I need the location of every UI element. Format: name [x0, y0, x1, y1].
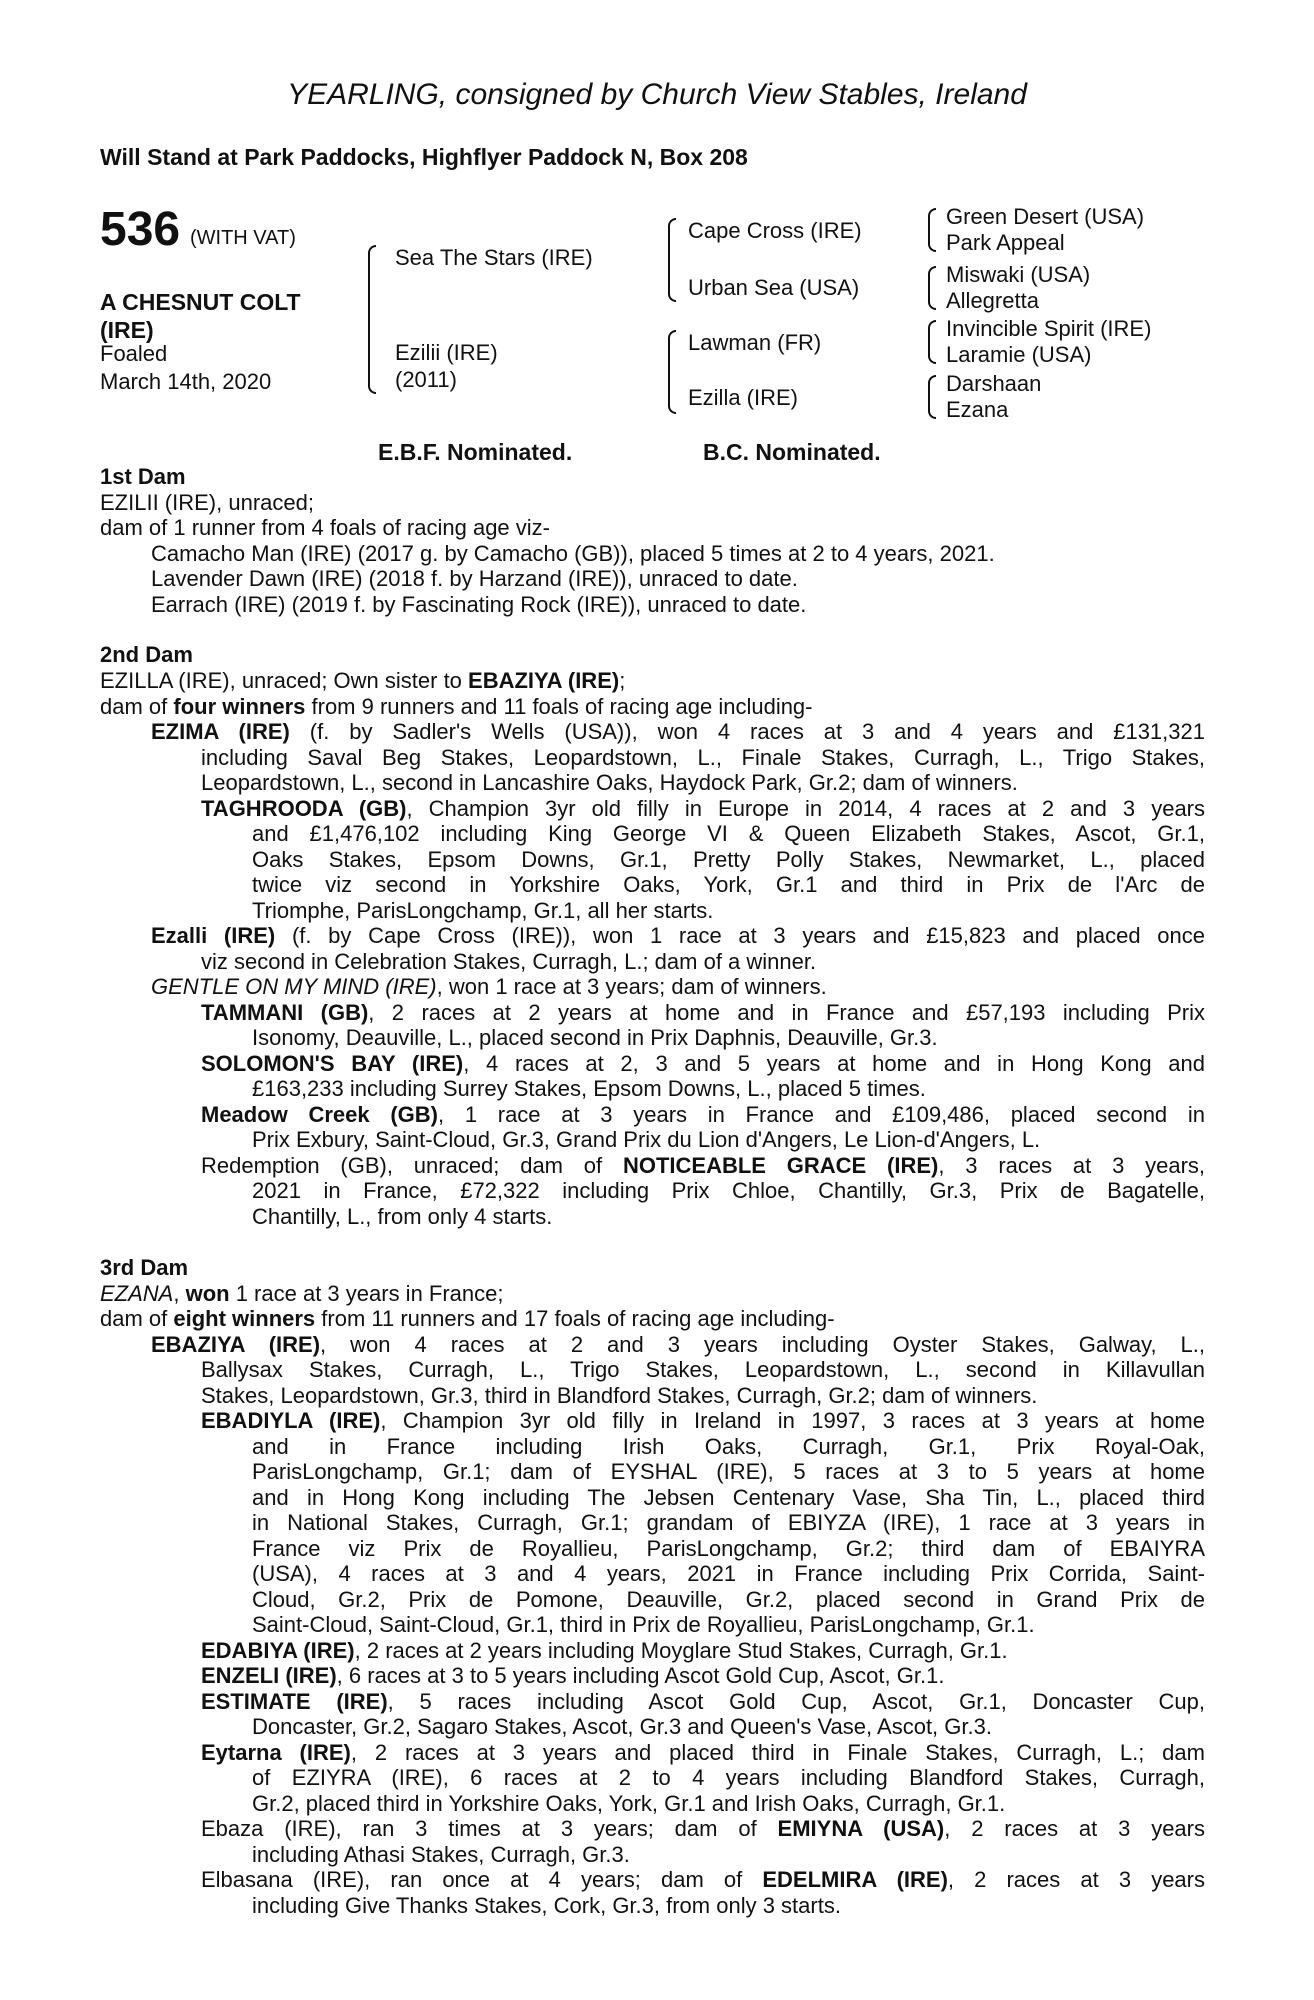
- grand-dam-3: Laramie (USA): [946, 342, 1092, 367]
- ebf-nominated: E.B.F. Nominated.: [378, 439, 573, 465]
- grand-dam-1: Park Appeal: [946, 230, 1065, 255]
- third-dam-line: EBAZIYA (IRE), won 4 races at 2 and 3 years including Oyster Stakes, Galway, L.,: [151, 1332, 1205, 1357]
- second-dam-line: EZIMA (IRE) (f. by Sadler's Wells (USA)), won 4 races at 3 and 4 years and £131,321: [151, 719, 1205, 744]
- second-dam-line: Meadow Creek (GB), 1 race at 3 years in France and £109,486, placed second in: [201, 1102, 1205, 1127]
- second-dam-line: Isonomy, Deauville, L., placed second in Prix Daphnis, Deauville, Gr.3.: [252, 1025, 938, 1050]
- stand-location: Will Stand at Park Paddocks, Highflyer Paddock N, Box 208: [100, 144, 748, 170]
- sire-brace: [668, 218, 676, 302]
- first-dam-line: Camacho Man (IRE) (2017 g. by Camacho (GB)), placed 5 times at 2 to 4 years, 2021.: [151, 541, 995, 566]
- second-dam-line: Redemption (GB), unraced; dam of NOTICEABLE GRACE (IRE), 3 races at 3 years,: [201, 1153, 1206, 1178]
- dam-sire: Lawman (FR): [688, 330, 822, 355]
- second-dam-line: TAMMANI (GB), 2 races at 2 years at home and in France and £57,193 including Prix: [201, 1000, 1206, 1025]
- dam-brace: [668, 330, 676, 414]
- third-dam-line: Doncaster, Gr.2, Sagaro Stakes, Ascot, Gr.3 and Queen's Vase, Ascot, Gr.3.: [252, 1714, 992, 1739]
- vat-note: (WITH VAT): [190, 227, 296, 249]
- grand-dam-2: Allegretta: [946, 288, 1039, 313]
- second-dam-line: twice viz second in Yorkshire Oaks, York, Gr.1 and third in Prix de l'Arc de: [252, 872, 1205, 897]
- foaled-date: March 14th, 2020: [100, 369, 272, 394]
- lot-description-line-1: A CHESNUT COLT: [100, 289, 301, 315]
- third-dam-line: Elbasana (IRE), ran once at 4 years; dam of EDELMIRA (IRE), 2 races at 3 years: [201, 1867, 1205, 1892]
- second-dam-title: 2nd Dam: [100, 642, 193, 667]
- third-dam-line: Ebaza (IRE), ran 3 times at 3 years; dam of EMIYNA (USA), 2 races at 3 years: [201, 1816, 1205, 1841]
- lot-description-line-2: (IRE): [100, 317, 154, 343]
- third-dam-line: France viz Prix de Royallieu, ParisLongchamp, Gr.2; third dam of EBAIYRA: [252, 1536, 1205, 1561]
- second-dam-line: EZILLA (IRE), unraced; Own sister to EBAZIYA (IRE);: [100, 668, 626, 693]
- third-dam-line: EBADIYLA (IRE), Champion 3yr old filly in Ireland in 1997, 3 races at 3 years at home: [201, 1408, 1205, 1433]
- third-dam-line: including Give Thanks Stakes, Cork, Gr.3, from only 3 starts.: [252, 1893, 841, 1918]
- third-dam-line: Eytarna (IRE), 2 races at 3 years and placed third in Finale Stakes, Curragh, L.; dam: [201, 1740, 1205, 1765]
- sire-sire: Cape Cross (IRE): [688, 218, 862, 243]
- dam: Ezilii (IRE): [395, 340, 498, 365]
- grand-sire-4: Darshaan: [946, 371, 1042, 396]
- grand-sire-2: Miswaki (USA): [946, 262, 1091, 287]
- first-dam-line: Lavender Dawn (IRE) (2018 f. by Harzand (IRE)), unraced to date.: [151, 566, 798, 591]
- second-dam-line: 2021 in France, £72,322 including Prix Chloe, Chantilly, Gr.3, Prix de Bagatelle,: [252, 1178, 1205, 1203]
- second-dam-line: GENTLE ON MY MIND (IRE), won 1 race at 3 years; dam of winners.: [151, 974, 827, 999]
- pedigree-brace: [368, 245, 376, 394]
- third-dam-line: Stakes, Leopardstown, Gr.3, third in Blandford Stakes, Curragh, Gr.2; dam of winners.: [201, 1383, 1038, 1408]
- dam-year: (2011): [395, 367, 457, 392]
- third-dam-title: 3rd Dam: [100, 1255, 189, 1280]
- first-dam-line: Earrach (IRE) (2019 f. by Fascinating Rock (IRE)), unraced to date.: [151, 592, 807, 617]
- second-dam-line: viz second in Celebration Stakes, Curragh, L.; dam of a winner.: [201, 949, 817, 974]
- g-brace-2: [928, 266, 936, 310]
- third-dam-line: and in Hong Kong including The Jebsen Centenary Vase, Sha Tin, L., placed third: [252, 1485, 1205, 1510]
- g-brace-3: [928, 320, 936, 364]
- second-dam-line: Triomphe, ParisLongchamp, Gr.1, all her starts.: [252, 898, 714, 923]
- third-dam-line: in National Stakes, Curragh, Gr.1; grandam of EBIYZA (IRE), 1 race at 3 years in: [252, 1510, 1205, 1535]
- third-dam-line: ESTIMATE (IRE), 5 races including Ascot Gold Cup, Ascot, Gr.1, Doncaster Cup,: [201, 1689, 1206, 1714]
- second-dam-line: Oaks Stakes, Epsom Downs, Gr.1, Pretty Polly Stakes, Newmarket, L., placed: [252, 847, 1205, 872]
- first-dam-title: 1st Dam: [100, 464, 186, 489]
- second-dam-line: Prix Exbury, Saint-Cloud, Gr.3, Grand Prix du Lion d'Angers, Le Lion-d'Angers, L.: [252, 1127, 1041, 1152]
- third-dam-line: Gr.2, placed third in Yorkshire Oaks, York, Gr.1 and Irish Oaks, Curragh, Gr.1.: [252, 1791, 1006, 1816]
- grand-sire-1: Green Desert (USA): [946, 204, 1145, 229]
- third-dam-line: ParisLongchamp, Gr.1; dam of EYSHAL (IRE), 5 races at 3 to 5 years at home: [252, 1459, 1205, 1484]
- first-dam-line: dam of 1 runner from 4 foals of racing age viz-: [100, 515, 550, 540]
- third-dam-line: Ballysax Stakes, Curragh, L., Trigo Stakes, Leopardstown, L., second in Killavullan: [201, 1357, 1205, 1382]
- second-dam-line: Chantilly, L., from only 4 starts.: [252, 1204, 553, 1229]
- third-dam-line: ENZELI (IRE), 6 races at 3 to 5 years including Ascot Gold Cup, Ascot, Gr.1.: [201, 1663, 945, 1688]
- grand-dam-4: Ezana: [946, 397, 1009, 422]
- sire-dam: Urban Sea (USA): [688, 275, 860, 300]
- second-dam-line: £163,233 including Surrey Stakes, Epsom Downs, L., placed 5 times.: [252, 1076, 926, 1101]
- third-dam-line: EDABIYA (IRE), 2 races at 2 years including Moyglare Stud Stakes, Curragh, Gr.1.: [201, 1638, 1008, 1663]
- bc-nominated: B.C. Nominated.: [703, 439, 881, 465]
- dam-dam: Ezilla (IRE): [688, 385, 799, 410]
- second-dam-line: Ezalli (IRE) (f. by Cape Cross (IRE)), won 1 race at 3 years and £15,823 and placed once: [151, 923, 1206, 948]
- lot-number: 536: [100, 203, 181, 256]
- foaled-label: Foaled: [100, 341, 168, 366]
- foaled-info: [100, 340, 271, 396]
- third-dam-line: including Athasi Stakes, Curragh, Gr.3.: [252, 1842, 630, 1867]
- g-brace-1: [928, 208, 936, 252]
- second-dam-line: Leopardstown, L., second in Lancashire Oaks, Haydock Park, Gr.2; dam of winners.: [201, 770, 1018, 795]
- second-dam-line: and £1,476,102 including King George VI & Queen Elizabeth Stakes, Ascot, Gr.1,: [252, 821, 1205, 846]
- second-dam-line: SOLOMON'S BAY (IRE), 4 races at 2, 3 and 5 years at home and in Hong Kong and: [201, 1051, 1205, 1076]
- third-dam-line: (USA), 4 races at 3 and 4 years, 2021 in France including Prix Corrida, Saint-: [252, 1561, 1205, 1586]
- page-heading: YEARLING, consigned by Church View Stables, Ireland: [287, 78, 1027, 111]
- third-dam-line: dam of eight winners from 11 runners and 17 foals of racing age including-: [100, 1306, 835, 1331]
- sire: Sea The Stars (IRE): [395, 245, 593, 270]
- third-dam-line: of EZIYRA (IRE), 6 races at 2 to 4 years including Blandford Stakes, Curragh,: [252, 1765, 1205, 1790]
- grand-sire-3: Invincible Spirit (IRE): [946, 316, 1152, 341]
- lot-description: [100, 288, 370, 344]
- third-dam-line: and in France including Irish Oaks, Curragh, Gr.1, Prix Royal-Oak,: [252, 1434, 1205, 1459]
- second-dam-line: TAGHROODA (GB), Champion 3yr old filly in Europe in 2014, 4 races at 2 and 3 years: [201, 796, 1205, 821]
- second-dam-line: including Saval Beg Stakes, Leopardstown, L., Finale Stakes, Curragh, L., Trigo Stakes,: [201, 745, 1205, 770]
- third-dam-line: EZANA, won 1 race at 3 years in France;: [100, 1281, 504, 1306]
- second-dam-line: dam of four winners from 9 runners and 11 foals of racing age including-: [100, 694, 813, 719]
- third-dam-line: Cloud, Gr.2, Prix de Pomone, Deauville, Gr.2, placed second in Grand Prix de: [252, 1587, 1205, 1612]
- first-dam-line: EZILII (IRE), unraced;: [100, 490, 314, 515]
- third-dam-line: Saint-Cloud, Saint-Cloud, Gr.1, third in Prix de Royallieu, ParisLongchamp, Gr.1.: [252, 1612, 1035, 1637]
- g-brace-4: [928, 375, 936, 419]
